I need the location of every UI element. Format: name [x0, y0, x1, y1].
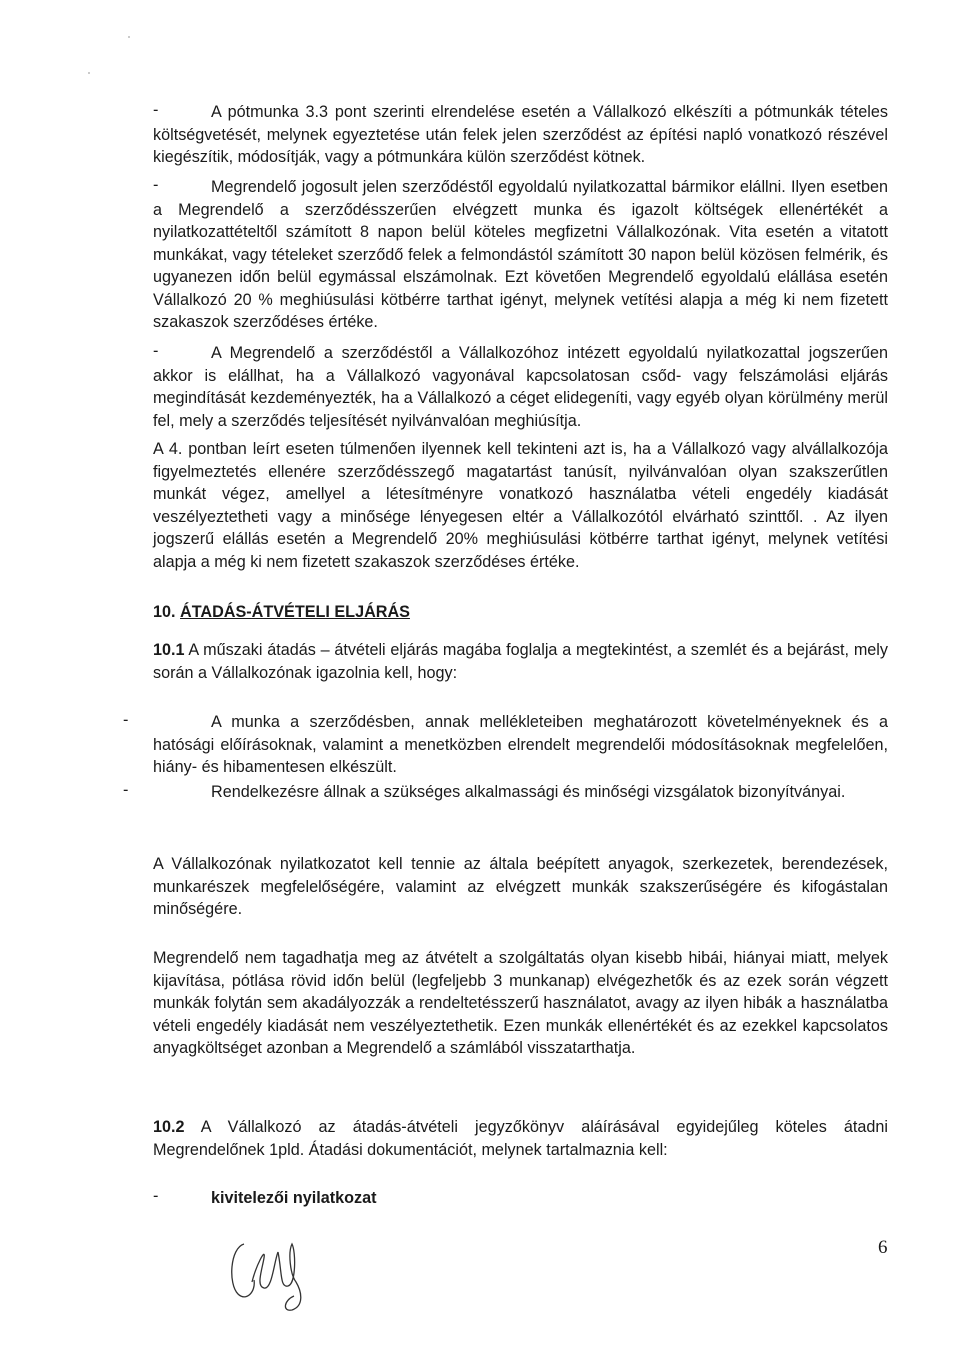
paragraph-10-2 — [153, 1116, 888, 1161]
paragraph-elallas: Megrendelő jogosult jelen szerződéstől egyoldalú nyilatkozattal bármikor elállni. Ilyen esetben a Megrendelő a szerződésszerűen elvégzett munka és igazolt költségek ellenértékét a nyilatkozattételtől számított 8 napon belül köteles megfizetni Vállalkozónak. Vita esetén a vitatott munkákat, vagy tételeket szerződő felek a felmondástól számított 30 napon belül közösen felmérik, és ugyanezen időn belül egymással elszámolnak. Ezt követően Megrendelő egyoldalú elállása esetén Vállalkozó 20 % meghiúsulási kötbérre tarthat igényt, melynek vetítési alapja a még ki nem fizetett szakaszok szerződéses értéke. — [153, 178, 888, 331]
list-dash: - — [153, 1187, 159, 1205]
list-dash: - — [123, 711, 129, 729]
section-number: 10. — [153, 603, 176, 621]
handwritten-signature — [222, 1222, 322, 1317]
page-number: 6 — [878, 1237, 888, 1258]
list-dash: - — [153, 176, 159, 194]
paragraph-potmunka: A pótmunka 3.3 pont szerinti elrendelése esetén a Vállalkozó elkészíti a pótmunkák tételes költségvetését, melynek egyeztetése után felek jelen szerződést az építési napló vonatkozó részével kiegészítik, módosítják, vagy a pótmunkára külön szerződést kötnek. — [153, 103, 888, 166]
list-item: A munka a szerződésben, annak mellékleteiben meghatározott követelményeknek és a hatósági előírásoknak, valamint a menetközben elrendelt megrendelői módosításoknak megfelelően, hiány- és hibamentesen elkészült. — [153, 713, 888, 776]
list-item: kivitelezői nyilatkozat — [211, 1189, 377, 1207]
list-dash: - — [153, 101, 159, 119]
paragraph-atvetel: Megrendelő nem tagadhatja meg az átvételt a szolgáltatás olyan kisebb hibái, hiányai miatt, melyek kijavítása, pótlása rövid időn belül (legfeljebb 3 munkanap) elvégezhetők és az ezek során végzett munkák folytán sem akadályozzák a rendeltetésszerű használatot, avagy az ilyen hibák a használatba vételi engedély kiadását nem veszélyeztethetik. Ezen munkák ellenértékét és az ezekkel kapcsolatos anyagköltséget azonban a Megrendelő a számlából visszatarthatja. — [153, 949, 888, 1057]
list-item: Rendelkezésre állnak a szükséges alkalmassági és minőségi vizsgálatok bizonyítványai. — [211, 783, 846, 801]
subsection-text: A Vállalkozó az átadás-átvételi jegyzőkönyv aláírásával egyidejűleg köteles átadni Megrendelőnek 1pld. Átadási dokumentációt, melynek tartalmaznia kell: — [153, 1118, 889, 1159]
paragraph-nyilatkozat: A Vállalkozónak nyilatkozatot kell tennie az általa beépített anyagok, szerkezetek, berendezések, munkarészek megfelelőségére, valamint az elvégzett munkák szakszerűségére és kifogástalan minőségére. — [153, 855, 888, 918]
section-heading-10 — [153, 603, 410, 622]
list-dash: - — [153, 342, 159, 360]
subsection-text: A műszaki átadás – átvételi eljárás magába foglalja a megtekintést, a szemlét és a bejárást, mely során a Vállalkozónak igazolnia kell, hogy: — [153, 641, 888, 682]
paragraph-10-1 — [153, 639, 888, 684]
paragraph-jogszeru-elallas: A Megrendelő a szerződéstől a Vállalkozóhoz intézett egyoldalú nyilatkozattal jogszerűen akkor is elállhat, ha a Vállalkozó vagyonával kapcsolatosan csőd- vagy felszámolási eljárás megindítását kezdeményezték, ha a Vállalkozó a céget elidegeníti, vagy egyéb olyan körülmény merül fel, mely a szerződés teljesítését nyilvánvalóan meghiúsítja. — [153, 344, 888, 430]
list-dash: - — [123, 781, 129, 799]
paragraph-4-pont: A 4. pontban leírt eseten túlmenően ilyennek kell tekinteni azt is, ha a Vállalkozó vagy alvállalkozója figyelmeztetés ellenére szerződésszegő magatartást tanúsít, nyilvánvalóan olyan szakszerűtlen munkát végez, amellyel a létesítményre vonatkozó használatba vételi engedély kiadását veszélyeztetheti vagy a minősége lényegesen eltér a Vállalkozótól elvárható szinttől. . Az ilyen jogszerű elállás esetén a Megrendelő 20% meghiúsulási kötbérre tarthat igényt, melynek vetítési alapja a még ki nem fizetett szakaszok szerződéses értéke. — [153, 440, 888, 571]
subsection-number: 10.2 — [153, 1118, 185, 1136]
scan-speck — [128, 36, 130, 38]
scan-speck — [88, 72, 90, 74]
section-title: ÁTADÁS-ÁTVÉTELI ELJÁRÁS — [180, 603, 410, 621]
subsection-number: 10.1 — [153, 641, 185, 659]
